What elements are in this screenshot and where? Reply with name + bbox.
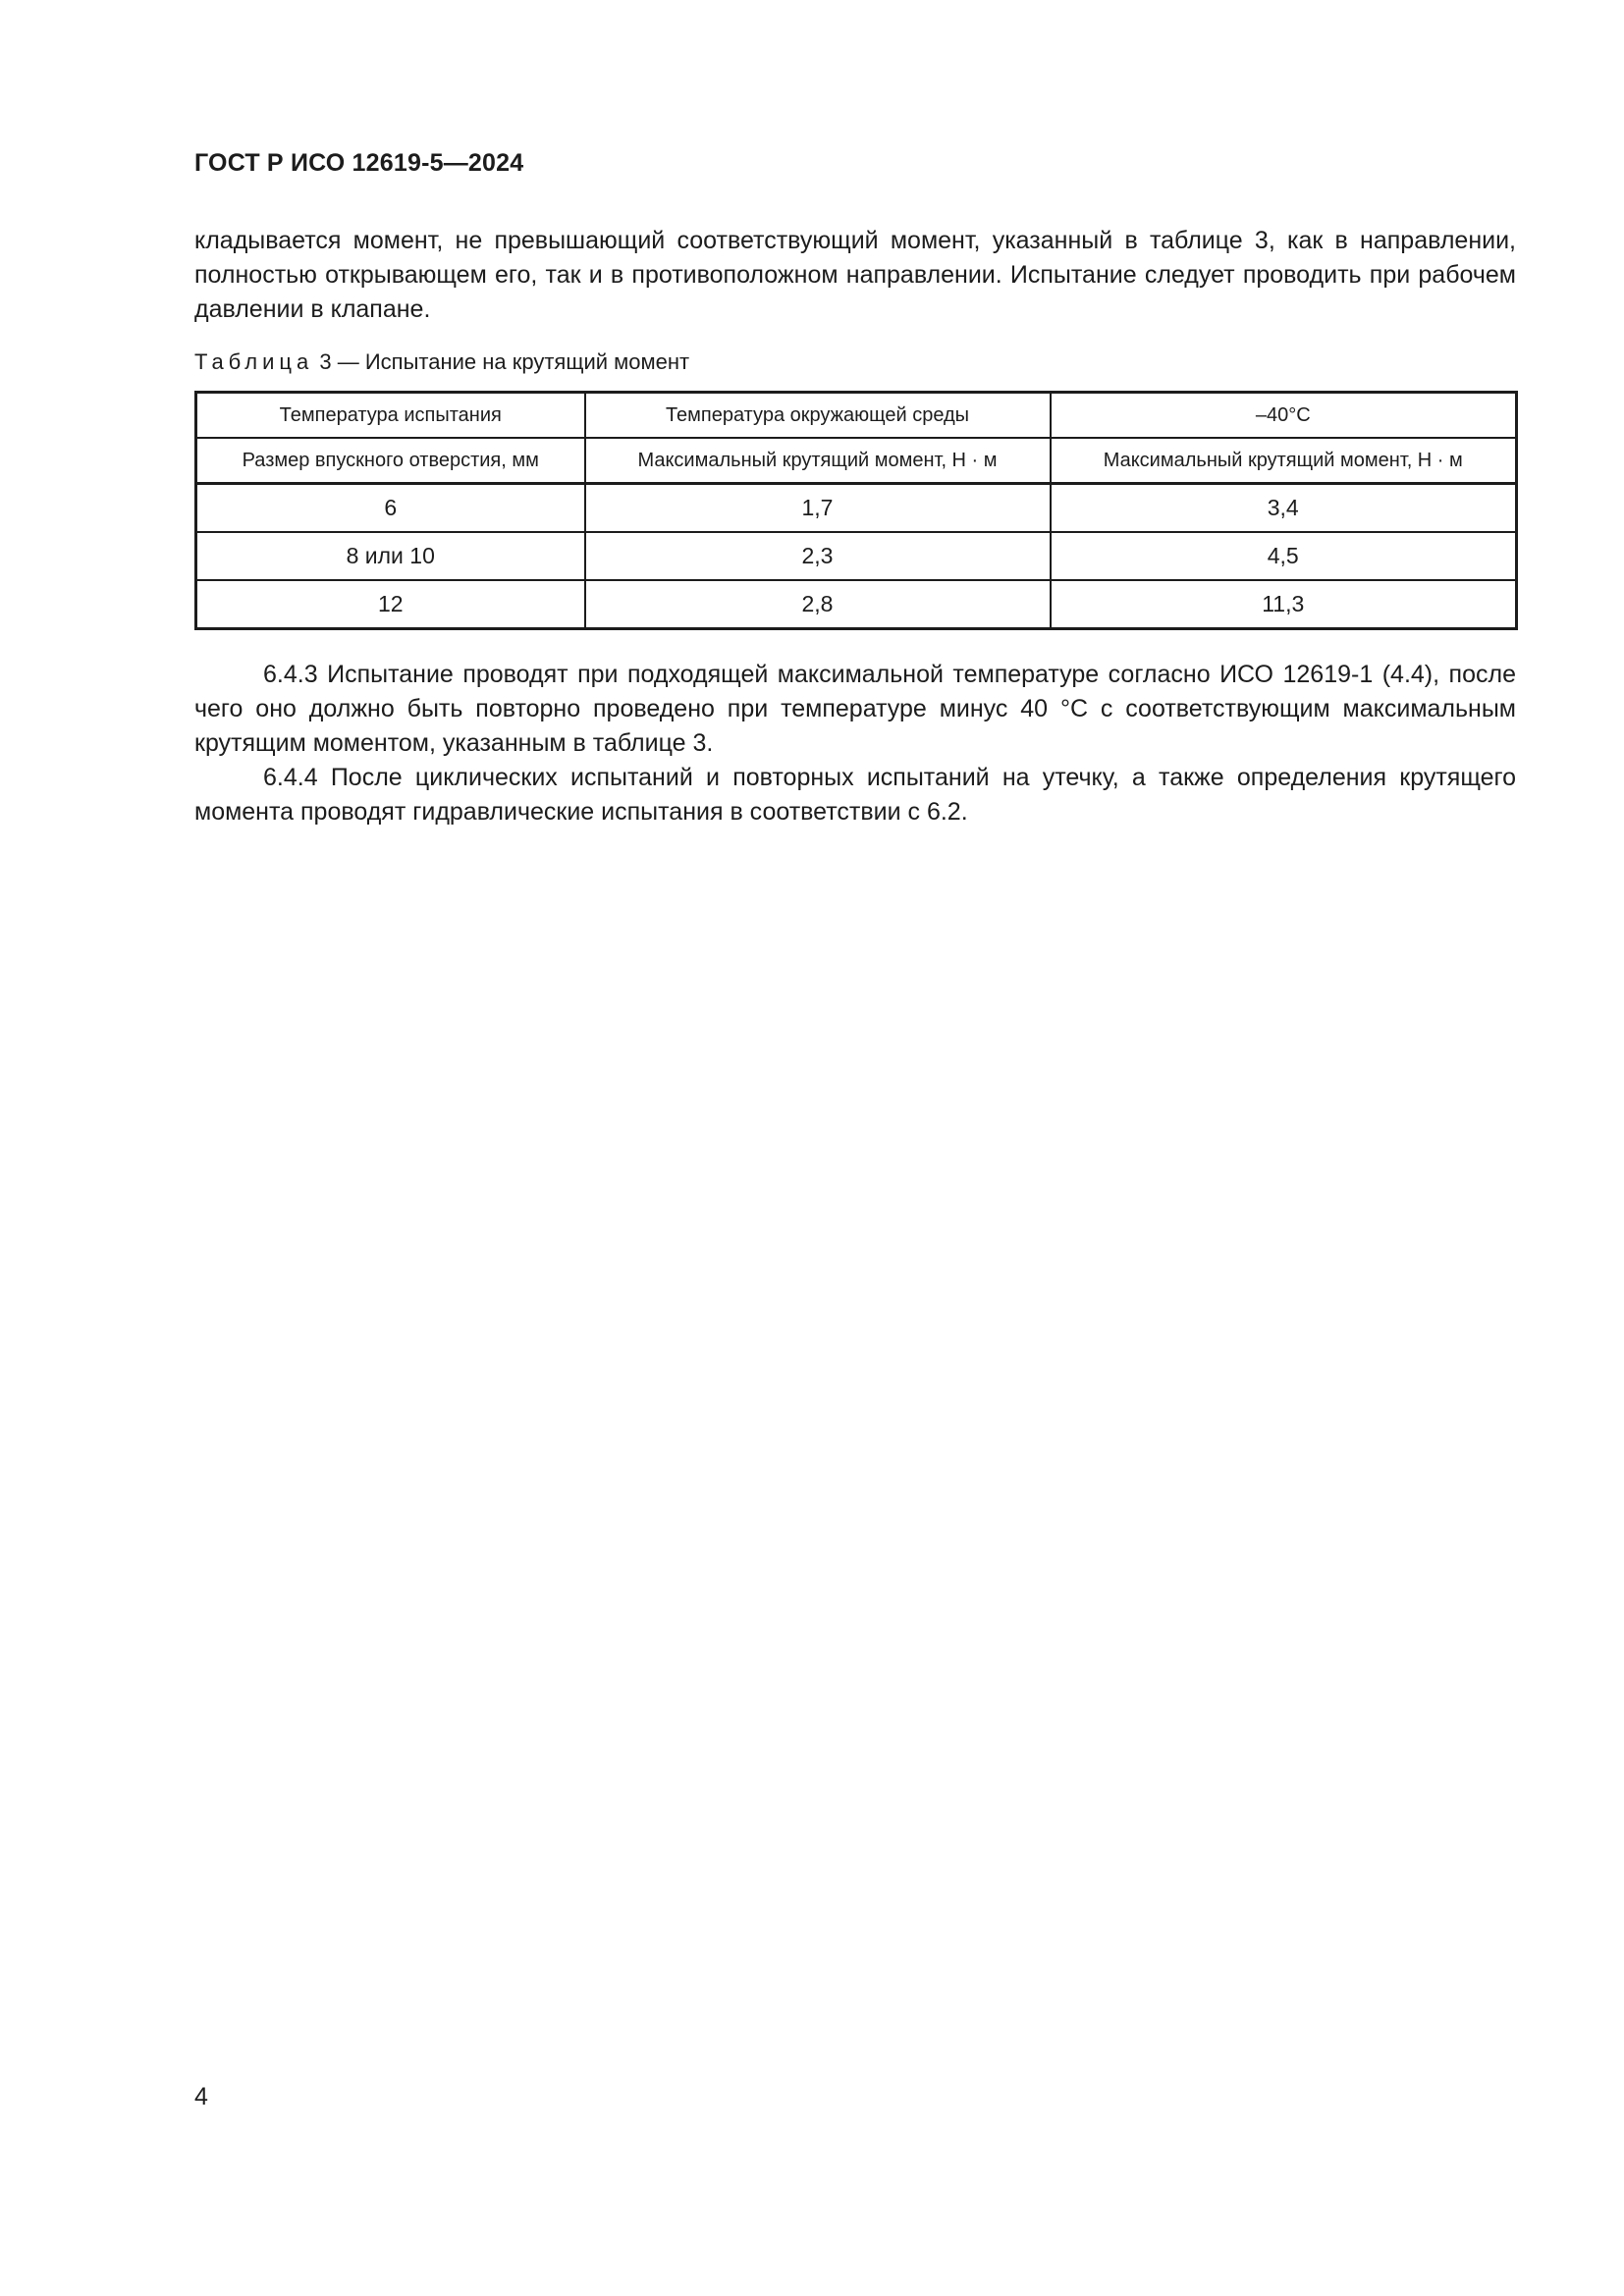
table-row (196, 580, 1517, 629)
table-cell: 4,5 (1051, 532, 1517, 580)
table-cell: 2,8 (585, 580, 1051, 629)
section-text: Испытание проводят при подходящей максимальной температуре согласно ИСО 12619-1 (4.4), после чего оно должно быть повторно проведено при температуре минус 40 °С с соответствующим максимальным крутящим моментом, указанным в таблице 3. (194, 661, 1516, 757)
section-paragraph-6-4-3 (194, 658, 1516, 761)
table-cell: 12 (196, 580, 585, 629)
table-header-cell: Максимальный крутящий момент, Н · м (585, 438, 1051, 484)
table-header-cell: Максимальный крутящий момент, Н · м (1051, 438, 1517, 484)
table-header-cell: Размер впускного отверстия, мм (196, 438, 585, 484)
sections-block (194, 658, 1516, 829)
page-number: 4 (194, 2083, 208, 2110)
table-header-cell: –40°C (1051, 393, 1517, 439)
table-cell: 1,7 (585, 484, 1051, 533)
table-caption-label: Таблица (194, 349, 314, 374)
section-number: 6.4.3 (263, 661, 318, 688)
table-header-cell: Температура испытания (196, 393, 585, 439)
table-cell: 2,3 (585, 532, 1051, 580)
table-cell: 6 (196, 484, 585, 533)
section-number: 6.4.4 (263, 764, 318, 791)
document-header: ГОСТ Р ИСО 12619-5—2024 (194, 149, 524, 177)
table-cell: 11,3 (1051, 580, 1517, 629)
intro-paragraph: кладывается момент, не превышающий соответствующий момент, указанный в таблице 3, как в направлении, полностью открывающем его, так и в противоположном направлении. Испытание следует проводить при рабочем давлении в клапане. (194, 227, 1516, 323)
table-header-row (196, 393, 1517, 439)
table-caption-text: 3 — Испытание на крутящий момент (319, 349, 690, 374)
table-row (196, 484, 1517, 533)
table-cell: 8 или 10 (196, 532, 585, 580)
table-row (196, 532, 1517, 580)
section-paragraph-6-4-4 (194, 761, 1516, 829)
torque-test-table (194, 391, 1518, 630)
section-text: После циклических испытаний и повторных испытаний на утечку, а также определения крутящего момента проводят гидравлические испытания в соответствии с 6.2. (194, 764, 1516, 826)
table-header-cell: Температура окружающей среды (585, 393, 1051, 439)
table-cell: 3,4 (1051, 484, 1517, 533)
table-header-row (196, 438, 1517, 484)
table-caption (194, 347, 689, 377)
